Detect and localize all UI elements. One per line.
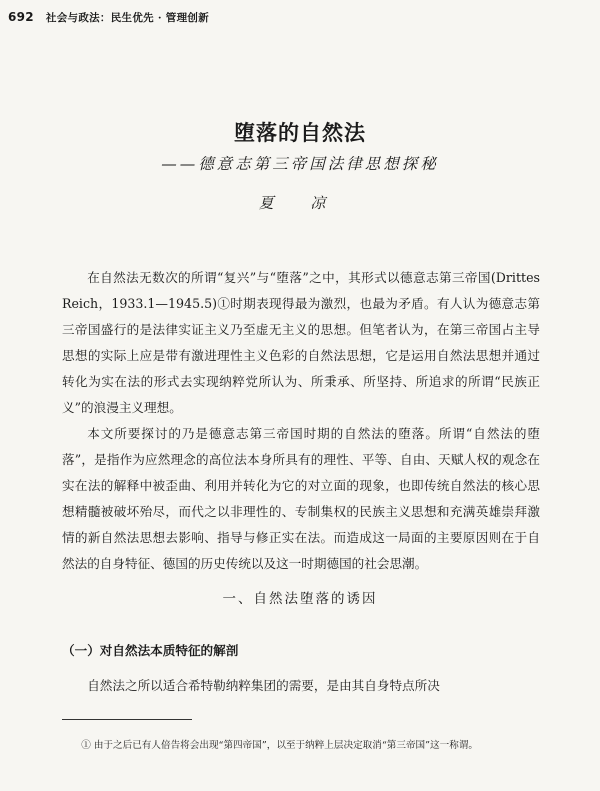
article-subtitle: ——德意志第三帝国法律思想探秘 (161, 155, 439, 173)
body-paragraph-2: 本文所要探讨的乃是德意志第三帝国时期的自然法的堕落。所谓“自然法的堕落”，是指作为应然理念的高位法本身所具有的理性、平等、自由、天赋人权的观念在实在法的解释中被歪曲、利用并转化为它的对立面的现象，也即传统自然法的核心思想精髓被破坏殆尽，而代之以非理性的、专制集权的民族主义思想和充满英雄崇拜激情的新自然法思想去影响、指导与修正实在法。而造成这一局面的主要原因则在于自然法的自身特征、德国的历史传统以及这一时期德国的社会思潮。 (62, 426, 540, 571)
article-title: 堕落的自然法 (234, 120, 366, 145)
footnote-divider (62, 719, 192, 720)
section-heading: 一、自然法堕落的诱因 (222, 591, 378, 607)
running-head-text: 社会与政法：民生优先 · 管理创新 (45, 12, 209, 24)
article-author: 夏 凉 (258, 194, 342, 212)
article-body (62, 265, 540, 577)
body-paragraph-3: 自然法之所以适合希特勒纳粹集团的需要，是由其自身特点所决 (87, 678, 440, 693)
body-paragraph-1: 在自然法无数次的所谓“复兴”与“堕落”之中，其形式以德意志第三帝国(Drittes Reich，1933.1—1945.5)①时期表现得最为激烈，也最为矛盾。有人认为德意志第三帝国盛行的是法律实证主义乃至虚无主义的思想。但笔者认为，在第三帝国占主导思想的实际上应是带有激进理性主义色彩的自然法思想，它是运用自然法思想并通过转化为实在法的形式去实现纳粹党所认为、所秉承、所坚持、所追求的所谓“民族正义”的浪漫主义理想。 (62, 270, 540, 415)
sub-heading: （一）对自然法本质特征的解剖 (62, 643, 239, 658)
footnote: ① 由于之后已有人倍告将会出现“第四帝国”，以至于纳粹上层决定取消“第三帝国”这一称谓。 (81, 740, 479, 751)
page-number: 692 (8, 10, 34, 24)
running-head (8, 10, 568, 25)
